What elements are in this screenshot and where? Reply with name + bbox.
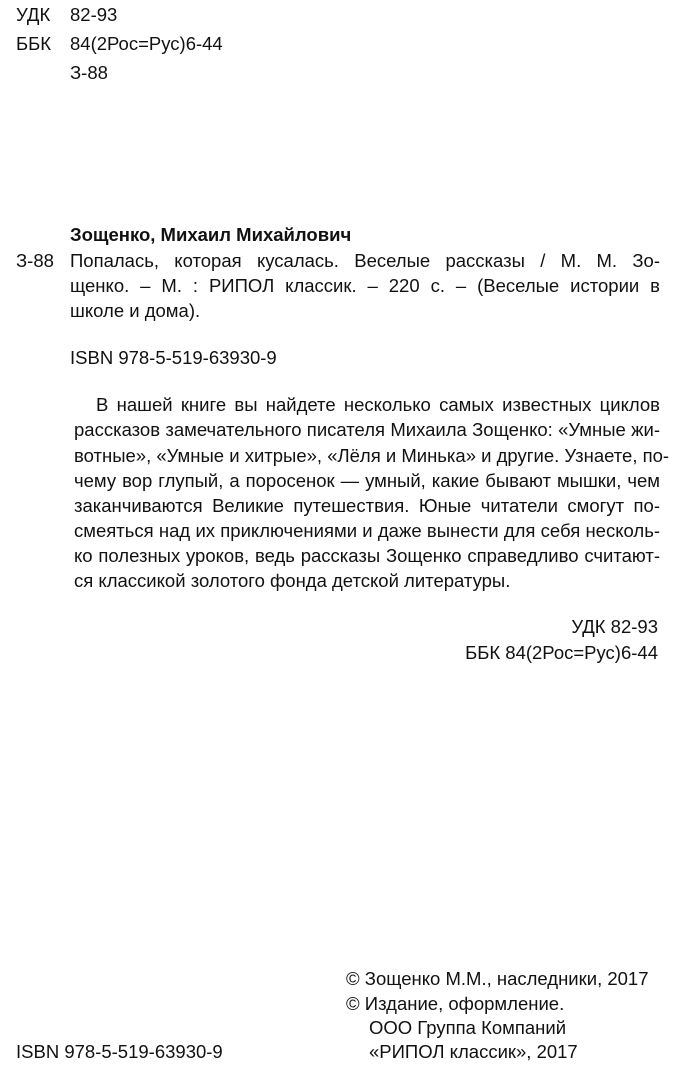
copyright-line: © Издание, оформление.: [346, 993, 565, 1014]
copyright-line: ООО Группа Компаний: [369, 1017, 567, 1038]
author-heading: Зощенко, Михаил Михайлович: [70, 224, 352, 245]
entry-author-mark: З-88: [16, 250, 54, 271]
bbk-code: ББК 84(2Рос=Рус)6-44: [465, 642, 658, 663]
annotation-line: смеяться над их приключениями и даже вынести для себя несколь-: [74, 520, 660, 541]
annotation-line: рассказов замечательного писателя Михаила Зощенко: «Умные жи-: [74, 419, 660, 440]
copyright-line: «РИПОЛ классик», 2017: [369, 1041, 578, 1062]
annotation-line: ся классикой золотого фонда детской литературы.: [74, 570, 511, 591]
annotation-line: заканчиваются Великие путешествия. Юные читатели смогут по-: [74, 495, 660, 516]
entry-line: школе и дома).: [70, 300, 201, 321]
author-mark: З-88: [70, 62, 108, 83]
annotation-line: ко полезных уроков, ведь рассказы Зощенко справедливо считают-: [74, 545, 660, 566]
bbk-label: ББК: [16, 33, 52, 54]
entry-line: щенко. – М. : РИПОЛ классик. – 220 с. – (Веселые истории в: [70, 275, 660, 296]
isbn-footer: ISBN 978-5-519-63930-9: [16, 1041, 223, 1062]
udk-code: УДК 82-93: [571, 616, 658, 637]
annotation-line: вотные», «Умные и хитрые», «Лёля и Минька» и другие. Узнаете, по-: [74, 445, 670, 466]
isbn-main: ISBN 978-5-519-63930-9: [70, 347, 277, 368]
copyright-line: © Зощенко М.М., наследники, 2017: [346, 968, 649, 989]
annotation-line: чему вор глупый, а поросенок — умный, какие бывают мышки, чем: [74, 470, 660, 491]
annotation-line: В нашей книге вы найдете несколько самых известных циклов: [96, 394, 660, 415]
bbk-value: 84(2Рос=Рус)6-44: [70, 33, 223, 54]
entry-line: Попалась, которая кусалась. Веселые рассказы / М. М. Зо-: [70, 250, 660, 271]
udk-value: 82-93: [70, 4, 118, 25]
udk-label: УДК: [16, 4, 51, 25]
